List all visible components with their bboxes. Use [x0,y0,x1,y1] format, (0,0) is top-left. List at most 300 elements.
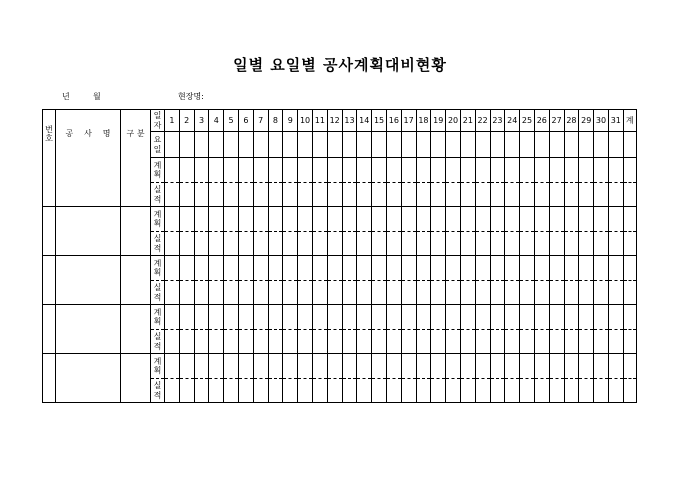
plan-day-cell[interactable] [165,354,180,379]
category-cell[interactable] [121,305,151,354]
plan-day-cell[interactable] [342,256,357,281]
actual-day-cell[interactable] [224,330,239,354]
actual-day-cell[interactable] [357,183,372,207]
plan-day-cell[interactable] [179,207,194,232]
actual-day-cell[interactable] [608,330,623,354]
plan-day-cell[interactable] [431,354,446,379]
actual-day-cell[interactable] [209,232,224,256]
actual-day-cell[interactable] [594,183,609,207]
plan-day-cell[interactable] [608,305,623,330]
actual-day-cell[interactable] [534,183,549,207]
plan-day-cell[interactable] [534,256,549,281]
actual-day-cell[interactable] [194,281,209,305]
actual-day-cell[interactable] [357,232,372,256]
plan-day-cell[interactable] [224,305,239,330]
plan-day-cell[interactable] [401,354,416,379]
actual-day-cell[interactable] [238,183,253,207]
actual-day-cell[interactable] [224,183,239,207]
weekday-cell[interactable] [608,132,623,158]
plan-day-cell[interactable] [253,256,268,281]
plan-day-cell[interactable] [238,256,253,281]
actual-day-cell[interactable] [298,330,313,354]
actual-day-cell[interactable] [194,379,209,403]
plan-day-cell[interactable] [342,158,357,183]
actual-day-cell[interactable] [475,232,490,256]
plan-day-cell[interactable] [194,158,209,183]
plan-day-cell[interactable] [505,207,520,232]
work-name-cell[interactable] [56,354,121,403]
plan-day-cell[interactable] [179,158,194,183]
plan-day-cell[interactable] [179,305,194,330]
plan-day-cell[interactable] [564,158,579,183]
actual-day-cell[interactable] [416,281,431,305]
plan-day-cell[interactable] [446,305,461,330]
weekday-cell[interactable] [505,132,520,158]
actual-day-cell[interactable] [431,183,446,207]
weekday-cell[interactable] [238,132,253,158]
actual-day-cell[interactable] [327,183,342,207]
actual-day-cell[interactable] [312,379,327,403]
plan-day-cell[interactable] [564,354,579,379]
plan-day-cell[interactable] [549,354,564,379]
actual-day-cell[interactable] [165,379,180,403]
actual-day-cell[interactable] [283,281,298,305]
plan-day-cell[interactable] [342,207,357,232]
plan-day-cell[interactable] [372,158,387,183]
plan-day-cell[interactable] [283,158,298,183]
actual-day-cell[interactable] [416,232,431,256]
plan-day-cell[interactable] [505,158,520,183]
actual-day-cell[interactable] [342,379,357,403]
actual-day-cell[interactable] [623,330,636,354]
actual-day-cell[interactable] [446,330,461,354]
weekday-cell[interactable] [357,132,372,158]
plan-day-cell[interactable] [386,207,401,232]
plan-day-cell[interactable] [238,158,253,183]
number-cell[interactable] [43,354,56,403]
weekday-cell[interactable] [327,132,342,158]
actual-day-cell[interactable] [165,183,180,207]
actual-day-cell[interactable] [372,379,387,403]
plan-day-cell[interactable] [505,354,520,379]
plan-day-cell[interactable] [283,256,298,281]
plan-day-cell[interactable] [623,158,636,183]
actual-day-cell[interactable] [505,183,520,207]
actual-day-cell[interactable] [179,232,194,256]
plan-day-cell[interactable] [549,305,564,330]
actual-day-cell[interactable] [165,281,180,305]
actual-day-cell[interactable] [594,379,609,403]
actual-day-cell[interactable] [490,379,505,403]
weekday-cell[interactable] [549,132,564,158]
actual-day-cell[interactable] [490,330,505,354]
work-name-cell[interactable] [56,158,121,207]
actual-day-cell[interactable] [431,281,446,305]
weekday-cell[interactable] [179,132,194,158]
plan-day-cell[interactable] [416,207,431,232]
weekday-cell[interactable] [298,132,313,158]
actual-day-cell[interactable] [475,281,490,305]
plan-day-cell[interactable] [372,305,387,330]
plan-day-cell[interactable] [401,207,416,232]
actual-day-cell[interactable] [386,281,401,305]
plan-day-cell[interactable] [372,256,387,281]
actual-day-cell[interactable] [608,281,623,305]
weekday-cell[interactable] [416,132,431,158]
plan-day-cell[interactable] [268,305,283,330]
actual-day-cell[interactable] [608,183,623,207]
plan-day-cell[interactable] [446,158,461,183]
weekday-cell[interactable] [534,132,549,158]
plan-day-cell[interactable] [623,305,636,330]
category-cell[interactable] [121,207,151,256]
actual-day-cell[interactable] [342,232,357,256]
actual-day-cell[interactable] [579,281,594,305]
work-name-cell[interactable] [56,305,121,354]
actual-day-cell[interactable] [238,232,253,256]
actual-day-cell[interactable] [549,232,564,256]
actual-day-cell[interactable] [268,281,283,305]
actual-day-cell[interactable] [357,281,372,305]
plan-day-cell[interactable] [446,207,461,232]
actual-day-cell[interactable] [431,232,446,256]
plan-day-cell[interactable] [579,305,594,330]
plan-day-cell[interactable] [283,207,298,232]
weekday-cell[interactable] [253,132,268,158]
actual-day-cell[interactable] [564,379,579,403]
actual-day-cell[interactable] [312,183,327,207]
actual-day-cell[interactable] [446,281,461,305]
weekday-cell[interactable] [475,132,490,158]
plan-day-cell[interactable] [549,207,564,232]
plan-day-cell[interactable] [579,256,594,281]
actual-day-cell[interactable] [564,183,579,207]
plan-day-cell[interactable] [475,354,490,379]
actual-day-cell[interactable] [579,232,594,256]
plan-day-cell[interactable] [327,256,342,281]
actual-day-cell[interactable] [386,379,401,403]
actual-day-cell[interactable] [357,330,372,354]
plan-day-cell[interactable] [490,305,505,330]
actual-day-cell[interactable] [534,281,549,305]
actual-day-cell[interactable] [342,330,357,354]
plan-day-cell[interactable] [209,354,224,379]
plan-day-cell[interactable] [165,158,180,183]
plan-day-cell[interactable] [372,207,387,232]
plan-day-cell[interactable] [238,207,253,232]
actual-day-cell[interactable] [327,281,342,305]
actual-day-cell[interactable] [283,379,298,403]
plan-day-cell[interactable] [386,354,401,379]
weekday-cell[interactable] [594,132,609,158]
plan-day-cell[interactable] [608,207,623,232]
actual-day-cell[interactable] [623,281,636,305]
plan-day-cell[interactable] [623,256,636,281]
plan-day-cell[interactable] [283,305,298,330]
actual-day-cell[interactable] [564,281,579,305]
plan-day-cell[interactable] [431,158,446,183]
plan-day-cell[interactable] [298,305,313,330]
plan-day-cell[interactable] [298,207,313,232]
plan-day-cell[interactable] [490,158,505,183]
actual-day-cell[interactable] [579,183,594,207]
weekday-cell[interactable] [564,132,579,158]
actual-day-cell[interactable] [549,330,564,354]
weekday-cell[interactable] [165,132,180,158]
weekday-cell[interactable] [342,132,357,158]
plan-day-cell[interactable] [386,256,401,281]
actual-day-cell[interactable] [327,330,342,354]
actual-day-cell[interactable] [431,379,446,403]
actual-day-cell[interactable] [224,281,239,305]
actual-day-cell[interactable] [298,183,313,207]
actual-day-cell[interactable] [253,281,268,305]
number-cell[interactable] [43,256,56,305]
plan-day-cell[interactable] [401,305,416,330]
actual-day-cell[interactable] [549,379,564,403]
actual-day-cell[interactable] [460,281,475,305]
plan-day-cell[interactable] [460,207,475,232]
actual-day-cell[interactable] [386,330,401,354]
actual-day-cell[interactable] [416,183,431,207]
actual-day-cell[interactable] [372,183,387,207]
actual-day-cell[interactable] [446,232,461,256]
weekday-cell[interactable] [372,132,387,158]
plan-day-cell[interactable] [268,207,283,232]
weekday-cell[interactable] [579,132,594,158]
actual-day-cell[interactable] [357,379,372,403]
plan-day-cell[interactable] [608,256,623,281]
plan-day-cell[interactable] [327,158,342,183]
actual-day-cell[interactable] [564,232,579,256]
plan-day-cell[interactable] [386,305,401,330]
actual-day-cell[interactable] [416,330,431,354]
actual-day-cell[interactable] [534,232,549,256]
plan-day-cell[interactable] [475,256,490,281]
number-cell[interactable] [43,207,56,256]
weekday-cell[interactable] [431,132,446,158]
actual-day-cell[interactable] [179,281,194,305]
plan-day-cell[interactable] [209,207,224,232]
plan-day-cell[interactable] [357,207,372,232]
weekday-cell[interactable] [520,132,535,158]
actual-day-cell[interactable] [490,183,505,207]
actual-day-cell[interactable] [386,232,401,256]
actual-day-cell[interactable] [283,183,298,207]
actual-day-cell[interactable] [475,330,490,354]
actual-day-cell[interactable] [372,232,387,256]
plan-day-cell[interactable] [357,158,372,183]
weekday-cell[interactable] [268,132,283,158]
actual-day-cell[interactable] [342,281,357,305]
plan-day-cell[interactable] [165,207,180,232]
actual-day-cell[interactable] [283,330,298,354]
plan-day-cell[interactable] [224,256,239,281]
weekday-cell[interactable] [224,132,239,158]
weekday-cell[interactable] [209,132,224,158]
actual-day-cell[interactable] [460,232,475,256]
number-cell[interactable] [43,158,56,207]
actual-day-cell[interactable] [179,183,194,207]
plan-day-cell[interactable] [312,256,327,281]
actual-day-cell[interactable] [520,281,535,305]
actual-day-cell[interactable] [386,183,401,207]
actual-day-cell[interactable] [549,281,564,305]
plan-day-cell[interactable] [224,158,239,183]
plan-day-cell[interactable] [594,158,609,183]
plan-day-cell[interactable] [549,158,564,183]
plan-day-cell[interactable] [342,305,357,330]
weekday-cell[interactable] [283,132,298,158]
plan-day-cell[interactable] [608,158,623,183]
weekday-cell[interactable] [312,132,327,158]
category-cell[interactable] [121,354,151,403]
plan-day-cell[interactable] [534,158,549,183]
plan-day-cell[interactable] [608,354,623,379]
actual-day-cell[interactable] [623,379,636,403]
plan-day-cell[interactable] [579,207,594,232]
actual-day-cell[interactable] [623,183,636,207]
plan-day-cell[interactable] [564,305,579,330]
weekday-cell[interactable] [490,132,505,158]
actual-day-cell[interactable] [253,330,268,354]
plan-day-cell[interactable] [298,158,313,183]
plan-day-cell[interactable] [224,207,239,232]
plan-day-cell[interactable] [253,158,268,183]
actual-day-cell[interactable] [505,379,520,403]
plan-day-cell[interactable] [253,354,268,379]
plan-day-cell[interactable] [312,354,327,379]
actual-day-cell[interactable] [224,232,239,256]
plan-day-cell[interactable] [520,207,535,232]
actual-day-cell[interactable] [165,232,180,256]
actual-day-cell[interactable] [564,330,579,354]
category-cell[interactable] [121,158,151,207]
actual-day-cell[interactable] [327,379,342,403]
plan-day-cell[interactable] [283,354,298,379]
actual-day-cell[interactable] [268,330,283,354]
plan-day-cell[interactable] [534,354,549,379]
actual-day-cell[interactable] [268,379,283,403]
plan-day-cell[interactable] [312,207,327,232]
actual-day-cell[interactable] [520,379,535,403]
actual-day-cell[interactable] [446,379,461,403]
plan-day-cell[interactable] [312,158,327,183]
actual-day-cell[interactable] [268,183,283,207]
plan-day-cell[interactable] [594,354,609,379]
actual-day-cell[interactable] [165,330,180,354]
weekday-cell[interactable] [460,132,475,158]
plan-day-cell[interactable] [327,305,342,330]
actual-day-cell[interactable] [372,281,387,305]
plan-day-cell[interactable] [209,305,224,330]
plan-day-cell[interactable] [520,256,535,281]
plan-day-cell[interactable] [460,305,475,330]
actual-day-cell[interactable] [505,281,520,305]
weekday-cell[interactable] [194,132,209,158]
plan-day-cell[interactable] [357,354,372,379]
actual-day-cell[interactable] [594,281,609,305]
plan-day-cell[interactable] [386,158,401,183]
actual-day-cell[interactable] [298,379,313,403]
actual-day-cell[interactable] [238,281,253,305]
actual-day-cell[interactable] [194,183,209,207]
weekday-cell[interactable] [623,132,636,158]
plan-day-cell[interactable] [165,256,180,281]
actual-day-cell[interactable] [194,330,209,354]
actual-day-cell[interactable] [194,232,209,256]
plan-day-cell[interactable] [520,158,535,183]
actual-day-cell[interactable] [372,330,387,354]
plan-day-cell[interactable] [416,305,431,330]
actual-day-cell[interactable] [401,232,416,256]
plan-day-cell[interactable] [253,207,268,232]
actual-day-cell[interactable] [268,232,283,256]
plan-day-cell[interactable] [165,305,180,330]
actual-day-cell[interactable] [534,330,549,354]
actual-day-cell[interactable] [209,330,224,354]
actual-day-cell[interactable] [505,330,520,354]
plan-day-cell[interactable] [446,256,461,281]
plan-day-cell[interactable] [623,207,636,232]
plan-day-cell[interactable] [460,354,475,379]
plan-day-cell[interactable] [209,256,224,281]
plan-day-cell[interactable] [179,354,194,379]
plan-day-cell[interactable] [594,305,609,330]
actual-day-cell[interactable] [623,232,636,256]
plan-day-cell[interactable] [579,354,594,379]
plan-day-cell[interactable] [520,354,535,379]
actual-day-cell[interactable] [490,232,505,256]
actual-day-cell[interactable] [505,232,520,256]
actual-day-cell[interactable] [579,330,594,354]
plan-day-cell[interactable] [475,207,490,232]
actual-day-cell[interactable] [238,330,253,354]
plan-day-cell[interactable] [312,305,327,330]
plan-day-cell[interactable] [534,207,549,232]
plan-day-cell[interactable] [342,354,357,379]
actual-day-cell[interactable] [490,281,505,305]
plan-day-cell[interactable] [298,256,313,281]
weekday-cell[interactable] [446,132,461,158]
actual-day-cell[interactable] [327,232,342,256]
plan-day-cell[interactable] [268,354,283,379]
actual-day-cell[interactable] [401,330,416,354]
plan-day-cell[interactable] [194,207,209,232]
plan-day-cell[interactable] [416,158,431,183]
plan-day-cell[interactable] [194,256,209,281]
actual-day-cell[interactable] [224,379,239,403]
plan-day-cell[interactable] [490,354,505,379]
actual-day-cell[interactable] [416,379,431,403]
plan-day-cell[interactable] [594,207,609,232]
actual-day-cell[interactable] [460,330,475,354]
actual-day-cell[interactable] [549,183,564,207]
plan-day-cell[interactable] [431,256,446,281]
actual-day-cell[interactable] [312,330,327,354]
plan-day-cell[interactable] [327,207,342,232]
actual-day-cell[interactable] [238,379,253,403]
actual-day-cell[interactable] [401,379,416,403]
plan-day-cell[interactable] [224,354,239,379]
actual-day-cell[interactable] [475,379,490,403]
actual-day-cell[interactable] [298,281,313,305]
actual-day-cell[interactable] [209,183,224,207]
plan-day-cell[interactable] [209,158,224,183]
plan-day-cell[interactable] [416,354,431,379]
weekday-cell[interactable] [386,132,401,158]
plan-day-cell[interactable] [564,207,579,232]
